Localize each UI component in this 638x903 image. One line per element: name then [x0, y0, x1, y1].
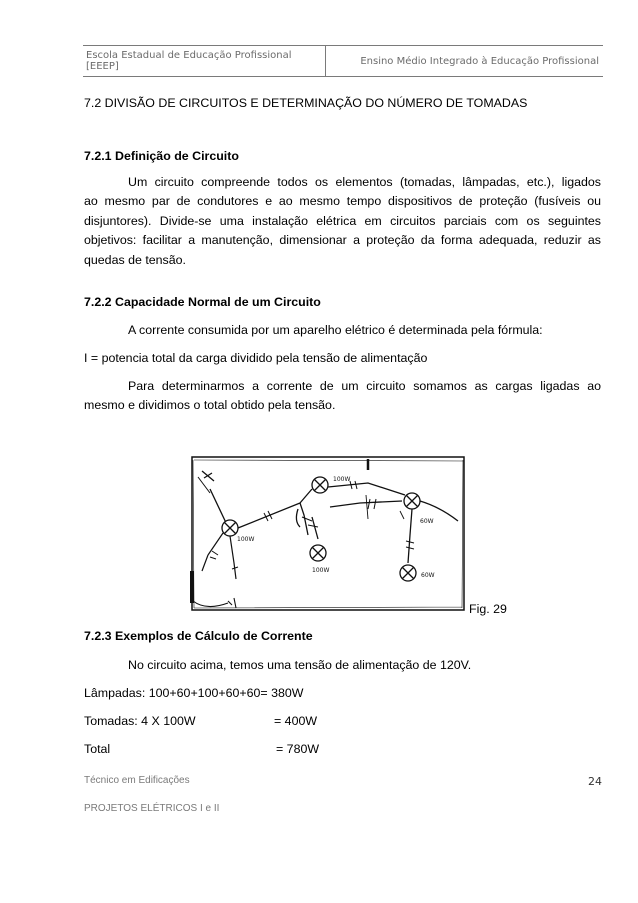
header-school: Escola Estadual de Educação Profissional [EEEP]	[83, 46, 326, 76]
total-label: Total	[84, 742, 111, 756]
footer-subject: PROJETOS ELÉTRICOS I e II	[84, 803, 220, 814]
header-program: Ensino Médio Integrado à Educação Profissional	[360, 55, 599, 67]
text-line: Um circuito compreende todos os elementos (tomadas, lâmpadas, etc.), ligados	[128, 175, 601, 189]
section-title: 7.2 DIVISÃO DE CIRCUITOS E DETERMINAÇÃO DO NÚMERO DE TOMADAS	[84, 96, 528, 110]
text-line: ao mesmo par de condutores e ao mesmo tempo dispositivos de proteção (fusíveis ou	[84, 194, 601, 209]
lamp-100w-left	[222, 520, 238, 536]
page-header	[83, 45, 603, 77]
lamp-label: 60W	[421, 572, 435, 579]
text-line: Para determinarmos a corrente de um circuito somamos as cargas ligadas ao	[128, 379, 601, 393]
lamp-60w-right	[404, 493, 420, 509]
lamps-total: Lâmpadas: 100+60+100+60+60= 380W	[84, 686, 304, 700]
text-line: quedas de tensão.	[84, 252, 186, 267]
heading-7-2-1: 7.2.1 Definição de Circuito	[84, 149, 239, 163]
figure-caption: Fig. 29	[469, 602, 507, 616]
paragraph-current-formula-intro: A corrente consumida por um aparelho elétrico é determinada pela fórmula:	[128, 323, 543, 337]
lamp-label: 100W	[333, 476, 351, 483]
footer-course: Técnico em Edificações	[84, 775, 190, 786]
text-line: mesmo e dividimos o total obtido pela tensão.	[84, 398, 336, 413]
formula-text: I = potencia total da carga dividido pela tensão de alimentação	[84, 351, 428, 365]
lamp-label: 100W	[237, 536, 255, 543]
lamp-100w-top	[312, 477, 328, 493]
total-value: = 780W	[276, 742, 320, 756]
lamp-label: 60W	[420, 518, 434, 525]
outlets-value: = 400W	[274, 714, 318, 728]
lamp-label: 100W	[312, 567, 330, 574]
page-number: 24	[588, 775, 602, 788]
text-line: objetivos: facilitar a manutenção, dimensionar a proteção da forma adequada, reduzir as	[84, 233, 601, 248]
paragraph-circuit-definition	[84, 173, 601, 270]
paragraph-sum-loads	[84, 377, 601, 416]
outlets-label: Tomadas: 4 X 100W	[84, 714, 196, 728]
lamp-60w-bottom	[400, 565, 416, 581]
circuit-diagram	[190, 455, 466, 612]
paragraph-supply-voltage: No circuito acima, temos uma tensão de alimentação de 120V.	[128, 658, 472, 672]
lamp-100w-bottom	[310, 545, 326, 561]
text-line: disjuntores). Divide-se uma instalação elétrica em circuitos parciais com os seguintes	[84, 213, 601, 228]
heading-7-2-3: 7.2.3 Exemplos de Cálculo de Corrente	[84, 629, 313, 643]
heading-7-2-2: 7.2.2 Capacidade Normal de um Circuito	[84, 295, 321, 309]
